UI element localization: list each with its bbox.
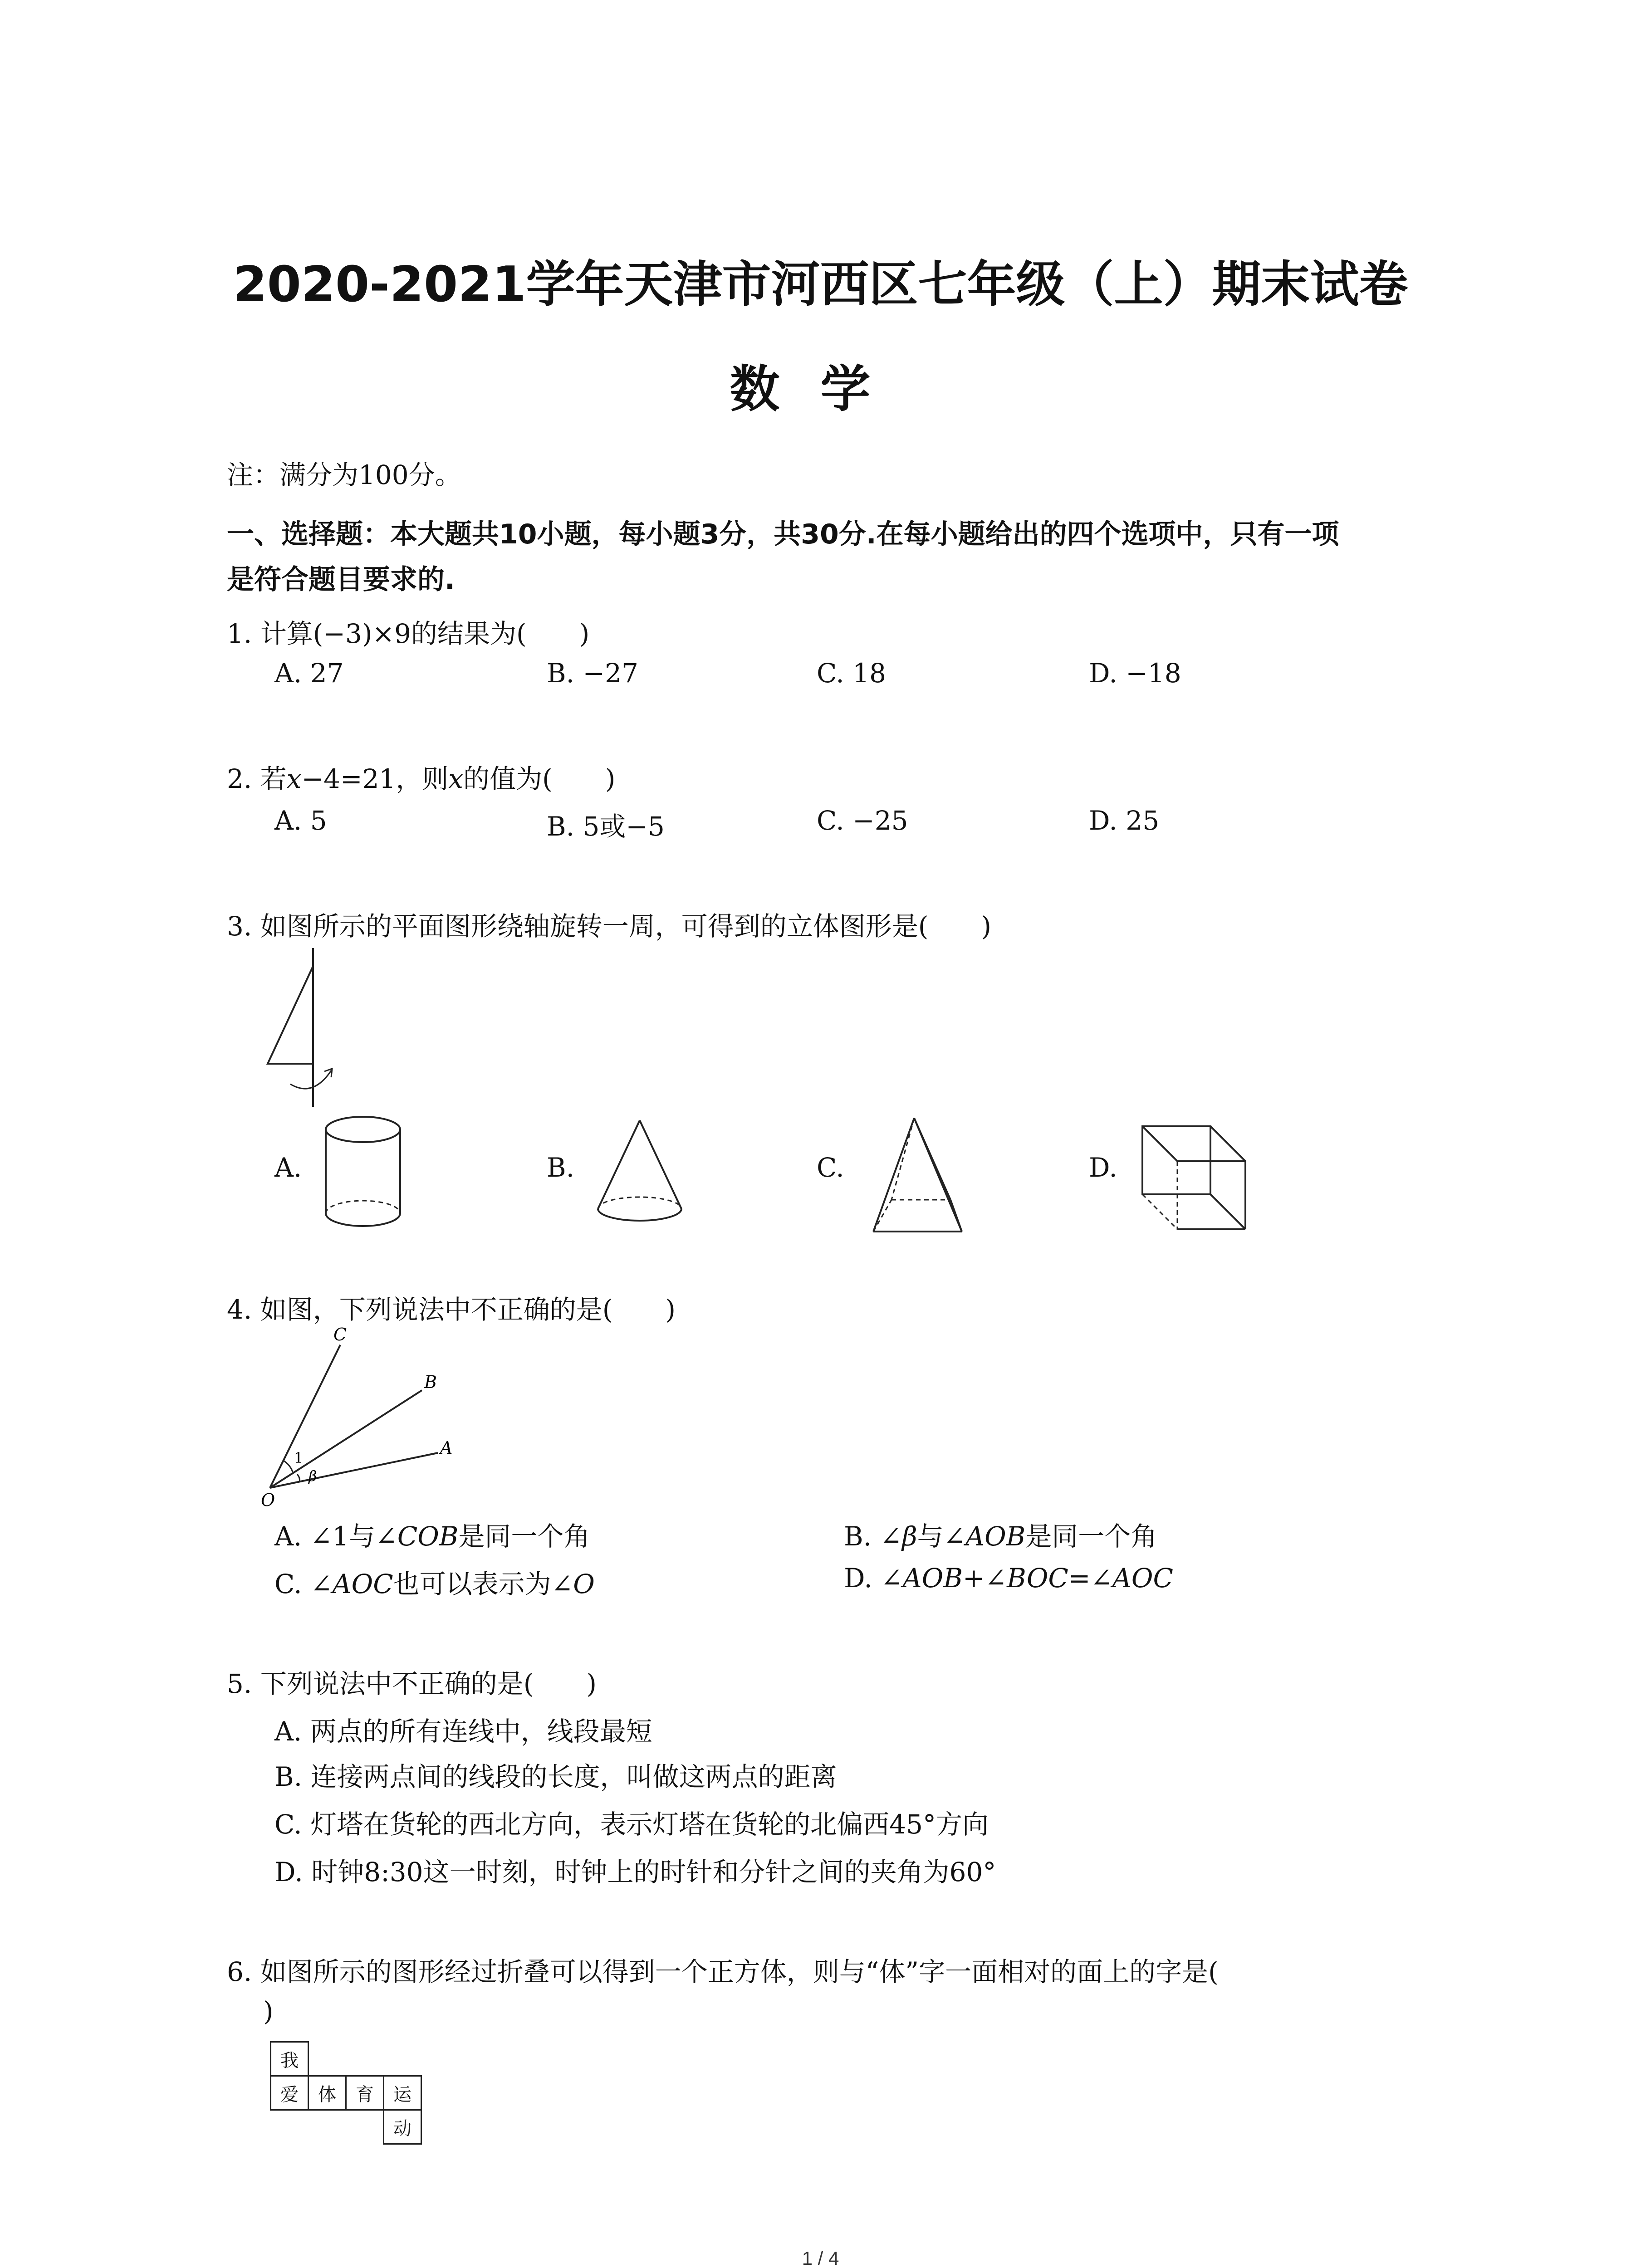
label-o: O — [261, 1490, 275, 1510]
pyramid-icon — [869, 1116, 969, 1238]
q3-option-d-label: D. — [1089, 1152, 1117, 1183]
q4-angle-figure — [259, 1325, 458, 1510]
q6-stem-end: ) — [263, 1996, 274, 2027]
rotation-arrow — [290, 1070, 331, 1089]
net-cell-ti: 体 — [308, 2075, 347, 2111]
net-cell-yun: 运 — [383, 2075, 422, 2111]
ray-oc — [270, 1345, 340, 1488]
subject-title: 数学 — [730, 360, 911, 418]
q4-option-d: D. ∠AOB+∠BOC=∠AOC — [844, 1563, 1173, 1593]
label-a: A — [440, 1438, 453, 1458]
q5-option-a: A. 两点的所有连线中，线段最短 — [274, 1716, 652, 1747]
q1-stem: 1. 计算(−3)×9的结果为( ) — [227, 618, 590, 649]
q2-option-b: B. 5或−5 — [547, 811, 665, 842]
q1-option-b: B. −27 — [547, 658, 638, 689]
q4-option-a: A. ∠1与∠COB是同一个角 — [274, 1521, 590, 1552]
q4-option-c: C. ∠AOC也可以表示为∠O — [274, 1569, 595, 1599]
right-triangle — [268, 966, 313, 1064]
q2-stem: 2. 若x−4=21，则x的值为( ) — [227, 763, 616, 794]
net-cell-ai: 爱 — [270, 2075, 309, 2111]
note: 注：满分为100分。 — [227, 459, 461, 490]
section-heading-line2: 是符合题目要求的. — [227, 564, 455, 596]
label-angle-beta: β — [309, 1467, 317, 1485]
q1-option-c: C. 18 — [817, 658, 886, 689]
q4-stem: 4. 如图，下列说法中不正确的是( ) — [227, 1294, 676, 1325]
net-cell-wo: 我 — [270, 2041, 309, 2077]
q1-option-a: A. 27 — [274, 658, 344, 689]
net-cell-dong: 动 — [383, 2109, 422, 2145]
q3-stem: 3. 如图所示的平面图形绕轴旋转一周，可得到的立体图形是( ) — [227, 911, 992, 942]
page-number: 1 / 4 — [802, 2248, 839, 2268]
q3-option-b-label: B. — [547, 1152, 575, 1183]
cube-net — [270, 2041, 433, 2155]
q5-option-b: B. 连接两点间的线段的长度，叫做这两点的距离 — [274, 1761, 837, 1792]
q1-option-d: D. −18 — [1089, 658, 1181, 689]
q5-option-c: C. 灯塔在货轮的西北方向，表示灯塔在货轮的北偏西45°方向 — [274, 1809, 989, 1840]
q2-option-a: A. 5 — [274, 805, 327, 836]
q3-rotation-figure — [263, 948, 354, 1116]
q3-option-a-label: A. — [274, 1152, 302, 1183]
label-c: C — [333, 1325, 347, 1344]
q2-option-d: D. 25 — [1089, 805, 1160, 836]
q3-option-c-label: C. — [817, 1152, 844, 1183]
q2-option-c: C. −25 — [817, 805, 908, 836]
q4-option-b: B. ∠β与∠AOB是同一个角 — [844, 1521, 1157, 1552]
label-b: B — [424, 1372, 437, 1392]
q5-option-d: D. 时钟8:30这一时刻，时钟上的时针和分针之间的夹角为60° — [274, 1857, 996, 1887]
net-cell-yu: 育 — [345, 2075, 384, 2111]
exam-title: 2020-2021学年天津市河西区七年级（上）期末试卷 — [233, 256, 1408, 313]
q5-stem: 5. 下列说法中不正确的是( ) — [227, 1668, 597, 1699]
q6-stem: 6. 如图所示的图形经过折叠可以得到一个正方体，则与“体”字一面相对的面上的字是( — [227, 1956, 1219, 1987]
section-heading-line1: 一、选择题：本大题共10小题，每小题3分，共30分.在每小题给出的四个选项中，只有一项 — [227, 518, 1339, 550]
ray-ob — [270, 1390, 422, 1488]
cylinder-icon — [322, 1116, 404, 1234]
cube-icon — [1139, 1123, 1248, 1236]
cone-icon — [594, 1118, 685, 1232]
label-angle-1: 1 — [294, 1449, 304, 1466]
